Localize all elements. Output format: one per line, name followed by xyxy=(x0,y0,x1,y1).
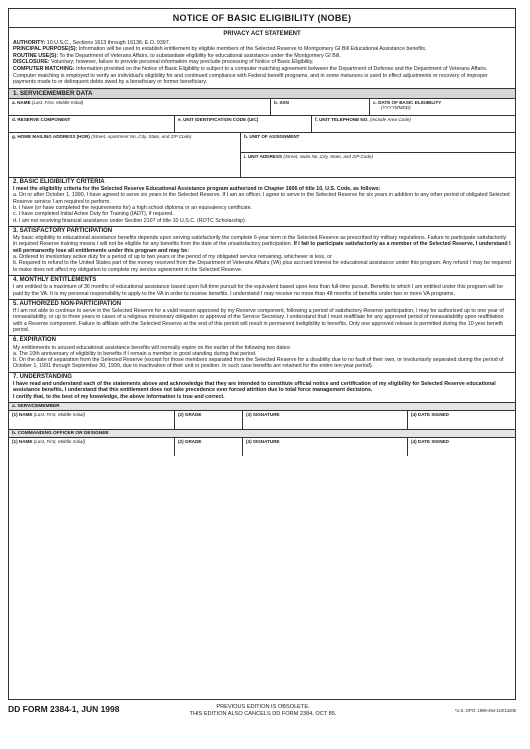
purpose-text: Information will be used to establish entitlement by eligible members of the Selected Reserve to Montgomery GI Bill Educational Assistance benefits. xyxy=(77,46,427,53)
edition-notice xyxy=(148,704,378,718)
eligibility-date-label: c. DATE OF BASIC ELIGIBILITY (YYYYMMDD) xyxy=(373,99,442,110)
unit-assignment-field[interactable] xyxy=(241,133,515,153)
sm-name-field[interactable] xyxy=(9,411,175,429)
matching-label: COMPUTER MATCHING: xyxy=(13,65,75,72)
principal-purpose xyxy=(13,46,511,53)
section2 xyxy=(9,178,515,227)
unit-column xyxy=(241,133,515,177)
computer-matching xyxy=(13,66,511,86)
routine-text: To the Department of Veterans Affairs, to substantiate eligibility for educational assistance under the Montgomery GI Bill. xyxy=(58,52,341,59)
section2-heading: 2. BASIC ELIGIBILITY CRITERIA xyxy=(13,178,105,185)
previous-edition: PREVIOUS EDITION IS OBSOLETE. xyxy=(216,704,310,710)
form-title: NOTICE OF BASIC ELIGIBILITY (NOBE) xyxy=(9,9,515,28)
section4 xyxy=(9,276,515,300)
section7-heading: 7. UNDERSTANDING xyxy=(13,373,72,380)
co-subheading: b. COMMANDING OFFICER OR DESIGNEE xyxy=(9,430,515,438)
ssn-label: b. SSN xyxy=(274,99,289,105)
eligibility-date-field[interactable] xyxy=(370,99,515,115)
section5-text: If I am not able to continue to serve in the Selected Reserve for a valid reason approved by my Reserve component, following a period of satisfactory Reserve participation, I may be authorized up to one year of nonavailability, or up to three years in cases of a religious missionary obligation or approval of the Service Secretary. I understand that I must reaffiliate for any approved period of nonavailability upon reaffiliation with a Reserve component. Failure to affiliate with the Selected Reserve at the end of this period will result in permanent ineligibility to benefits. Only one approved release is permitted during the 10 year benefit period. xyxy=(13,308,504,333)
name-field[interactable] xyxy=(9,99,271,115)
sm-grade-label: (2) GRADE xyxy=(178,411,202,417)
sm-name-label: (1) NAME (Last, First, Middle Initial) xyxy=(12,411,86,417)
section6-item-b: b. On the date of separation from the Selected Reserve (except for those members separated from the Selected Reserve for a disability due to no fault of their own, or involuntarily separated during the period of October 1, 1991 through September 30, 1999, due to inactivation of their unit or position. In such case benefits are retained for the entire ten-year period). xyxy=(13,357,504,370)
reserve-component-label: d. RESERVE COMPONENT xyxy=(12,116,71,122)
form-footer xyxy=(8,702,516,732)
reserve-component-field[interactable] xyxy=(9,116,175,132)
uic-label: e. UNIT IDENTIFICATION CODE (UIC) xyxy=(178,116,259,122)
form-number: DD FORM 2384-1, JUN 1998 xyxy=(8,704,120,714)
co-name-field[interactable] xyxy=(9,438,175,456)
section7-text: I have read and understand each of the statements above and acknowledge that they are intended to constitute official notice and certification of my eligibility for Selected Reserve educational assistance benefits. I understand that this entitlement does not take precedence over forced attrition due to total force management decisions. xyxy=(13,381,496,394)
section6-item-a: a. The 10th anniversary of eligibility to benefits if I remain a member in good standing during that period. xyxy=(13,350,257,357)
section3-item-a: a. Ordered to involuntary active duty for a period of up to two years or the period of my obligated service remaining, whichever is less, or xyxy=(13,254,332,261)
section7-certify: I certify that, to the best of my knowledge, the above information is true and correct. xyxy=(13,393,225,400)
privacy-heading: PRIVACY ACT STATEMENT xyxy=(223,31,301,37)
gpo-imprint: *U.S. GPO: 1999-454-110/13206 xyxy=(454,708,516,713)
section4-text: I am entitled to a maximum of 36 months of educational assistance based upon full-time pursuit for the equivalent based upon less than full-time pursuit. Benefits to which I am entitled under this program will be paid by the VA. It is my personal responsibility to apply to the VA in order to receive benefits. I understand I may receive no more than 48 months of benefits under two or more VA programs. xyxy=(13,284,503,297)
section2-item-c: c. I have completed Initial Active Duty for Training (IADT), if required. xyxy=(13,211,174,218)
routine-use xyxy=(13,53,511,60)
unit-address-label: i. UNIT ADDRESS (Street, Suite No.,City, State, and ZIP Code) xyxy=(244,153,374,159)
section3-item-b: b. Required to refund to the United States part of the money received from the Department of Veterans Affairs (VA) plus accrued interest for educational assistance under this program. Any refund I may be required to make does not affect my obligation to complete my service agreement in the Selected Reserve. xyxy=(13,260,511,273)
servicemember-sign-row xyxy=(9,411,515,430)
section2-item-b: b. I have (or have completed the requirements for) a high school diploma or an equivalency certificate. xyxy=(13,204,253,211)
sm-date-field[interactable] xyxy=(408,411,515,429)
ssn-field[interactable] xyxy=(271,99,370,115)
section3-para: My basic eligibility to educational assistance benefits depends upon serving satisfactorily the complete 6-year term in the Selected Reserve as prescribed by military regulations. Failure to participate satisfactorily in required Reserve training means I will not be eligible for any benefits from the date of the unsatisfactory participation. If I fail to participate satisfactorily as a member of the Selected Reserve, I understand I will permanently lose all entitlements under this program and may be: xyxy=(13,235,511,254)
section7 xyxy=(9,373,515,403)
sm-grade-field[interactable] xyxy=(175,411,243,429)
name-label: a. NAME (Last, First, Middle Initial) xyxy=(12,99,84,105)
authority-text: 10 U.S.C., Sections 1613 through 16136; E.O. 9397. xyxy=(45,39,171,46)
co-signature-label: (3) SIGNATURE xyxy=(246,438,280,444)
section1-row2 xyxy=(9,116,515,133)
section5-heading: 5. AUTHORIZED NON-PARTICIPATION xyxy=(13,300,122,307)
section3 xyxy=(9,227,515,276)
section5 xyxy=(9,300,515,336)
cancels-notice: THIS EDITION ALSO CANCELS DD FORM 2384, OCT 85. xyxy=(189,711,337,717)
co-sign-row xyxy=(9,438,515,456)
home-address-label: g. HOME MAILING ADDRESS (HOR) (Street, Apartment No.,City, State, and ZIP Code) xyxy=(12,133,192,139)
co-date-field[interactable] xyxy=(408,438,515,456)
section6-intro: My entitlements to unused educational assistance benefits will normally expire on the earlier of the following two dates: xyxy=(13,344,291,351)
home-address-field[interactable] xyxy=(9,133,241,177)
routine-label: ROUTINE USE(S): xyxy=(13,52,59,59)
sm-signature-field[interactable] xyxy=(243,411,408,429)
sm-date-label: (4) DATE SIGNED xyxy=(411,411,449,417)
section6 xyxy=(9,336,515,372)
co-date-label: (4) DATE SIGNED xyxy=(411,438,449,444)
unit-address-field[interactable] xyxy=(241,153,515,177)
co-grade-field[interactable] xyxy=(175,438,243,456)
disclosure-text: Voluntary; however, failure to provide personal information may preclude processing of Notice of Basic Eligibility. xyxy=(49,59,314,66)
sm-signature-label: (3) SIGNATURE xyxy=(246,411,280,417)
section3-heading: 3. SATISFACTORY PARTICIPATION xyxy=(13,227,113,234)
disclosure xyxy=(13,59,511,66)
disclosure-label: DISCLOSURE: xyxy=(13,59,50,66)
uic-field[interactable] xyxy=(175,116,312,132)
section2-item-d: d. I am not receiving financial assistance under Section 2107 of title 10 U.S.C. (ROTC Scholarship). xyxy=(13,217,247,224)
privacy-act-statement xyxy=(9,28,515,89)
section4-heading: 4. MONTHLY ENTITLEMENTS xyxy=(13,276,97,283)
unit-telephone-label: f. UNIT TELEPHONE NO. (Include Area Code) xyxy=(315,116,411,122)
servicemember-subheading: a. SERVICEMEMBER xyxy=(9,403,515,411)
authority xyxy=(13,40,511,47)
section1-row3 xyxy=(9,133,515,178)
matching-text: Information provided on the Notice of Basic Eligibility is subject to a computer matching agreement between the Department of Defense and the Department of Veterans Affairs. Computer matching is employed to verify an individual's eligibility for and continued compliance with Federal benefit programs, and in some instances is used to effect adjustments or recovery of improper payments made to or delinquent debts owed by a beneficiary or former beneficiary. xyxy=(13,65,488,86)
authority-label: AUTHORITY: xyxy=(13,39,46,46)
co-signature-field[interactable] xyxy=(243,438,408,456)
section2-item-a: a. On or after October 1, 1990, I have agreed to serve six years in the Selected Reserve. If I am an officer, I agree to serve in the Selected Reserve for six years in addition to any other period of obligated Selected Reserve service I am required to perform. xyxy=(13,192,510,205)
unit-assignment-label: h. UNIT OF ASSIGNMENT xyxy=(244,133,300,139)
section1-row1 xyxy=(9,99,515,116)
unit-telephone-field[interactable] xyxy=(312,116,515,132)
section6-heading: 6. EXPIRATION xyxy=(13,337,56,344)
section2-intro: I meet the eligibility criteria for the Selected Reserve Educational Assistance program authorized in Chapter 1606 of title 10, U.S. Code, as follows: xyxy=(13,186,381,193)
co-grade-label: (2) GRADE xyxy=(178,438,202,444)
co-name-label: (1) NAME (Last, First, Middle Initial) xyxy=(12,438,86,444)
purpose-label: PRINCIPAL PURPOSE(S): xyxy=(13,46,78,53)
section1-heading: 1. SERVICEMEMBER DATA xyxy=(9,89,515,99)
nobe-form xyxy=(8,8,516,700)
